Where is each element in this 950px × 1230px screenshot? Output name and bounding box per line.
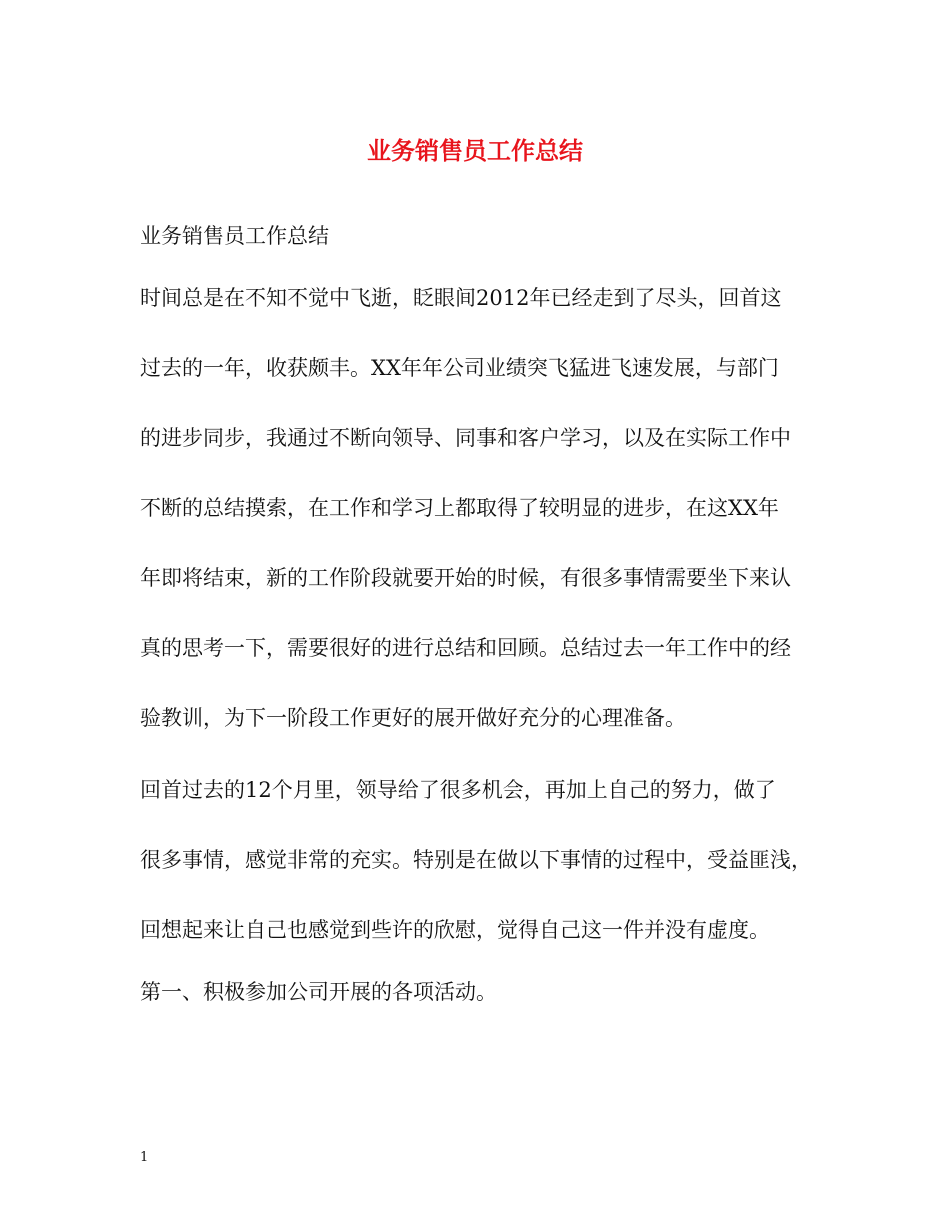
paragraph-line: 真的思考一下，需要很好的进行总结和回顾。总结过去一年工作中的经 xyxy=(140,636,791,660)
page-number: 1 xyxy=(140,1150,149,1165)
paragraph-line: 很多事情，感觉非常的充实。特别是在做以下事情的过程中，受益匪浅， xyxy=(140,848,812,872)
paragraph-line: 不断的总结摸索，在工作和学习上都取得了较明显的进步，在这XX年 xyxy=(140,496,779,520)
subtitle-line: 业务销售员工作总结 xyxy=(140,224,329,248)
document-title: 业务销售员工作总结 xyxy=(367,136,583,165)
paragraph-line: 过去的一年，收获颇丰。XX年年公司业绩突飞猛进飞速发展，与部门 xyxy=(140,356,779,380)
paragraph-line: 的进步同步，我通过不断向领导、同事和客户学习，以及在实际工作中 xyxy=(140,426,791,450)
section-heading-line: 第一、积极参加公司开展的各项活动。 xyxy=(140,980,497,1004)
paragraph-line: 验教训，为下一阶段工作更好的展开做好充分的心理准备。 xyxy=(140,706,686,730)
paragraph-line: 回首过去的12个月里，领导给了很多机会，再加上自己的努力，做了 xyxy=(140,778,776,802)
paragraph-line: 年即将结束，新的工作阶段就要开始的时候，有很多事情需要坐下来认 xyxy=(140,566,791,590)
paragraph-line: 时间总是在不知不觉中飞逝，眨眼间2012年已经走到了尽头，回首这 xyxy=(140,286,782,310)
paragraph-line: 回想起来让自己也感觉到些许的欣慰，觉得自己这一件并没有虚度。 xyxy=(140,918,770,942)
